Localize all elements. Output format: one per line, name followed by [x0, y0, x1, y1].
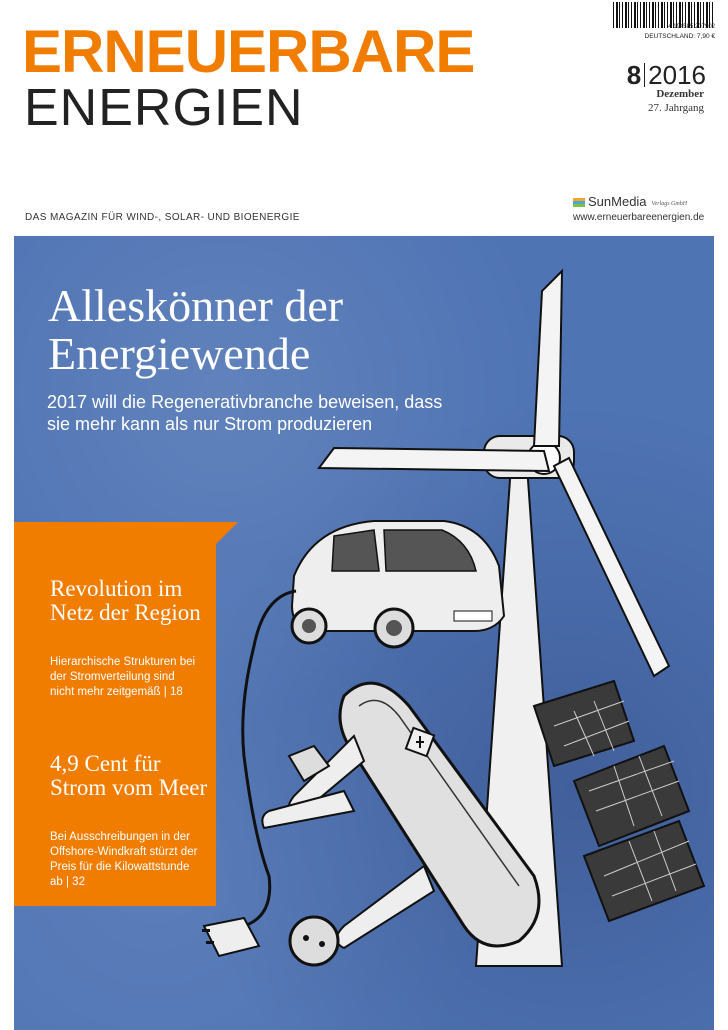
masthead-title-bottom: ENERGIEN: [24, 79, 304, 137]
sunmedia-logo-icon: [573, 198, 585, 207]
teaser-text-1: Hierarchische Strukturen bei der Stromverteilung sind nicht mehr zeitgemäß | 18: [50, 656, 196, 698]
masthead-title-top: ERNEUERBARE: [22, 18, 475, 85]
turbine-blade-icon: [554, 458, 669, 676]
turbine-blade-icon: [319, 448, 549, 471]
knife-tool-icon: [337, 866, 435, 948]
issue-num: 8: [626, 60, 642, 90]
price-label: DEUTSCHLAND: 7,90 €: [644, 33, 715, 40]
issue-year: 2016: [648, 60, 706, 90]
issue-separator: [644, 63, 645, 87]
tagline: DAS MAGAZIN FÜR WIND-, SOLAR- UND BIOENERGIE: [25, 212, 300, 223]
teaser-text-2: Bei Ausschreibungen in der Offshore-Windkraft stürzt der Preis für die Kilowattstunde ab | 32: [50, 831, 198, 888]
website-url: www.erneuerbareenergien.de: [573, 212, 705, 223]
turbine-blade-icon: [534, 271, 562, 446]
solar-panel-icon: [534, 681, 704, 921]
issue-volume: 27. Jahrgang: [647, 102, 704, 114]
publisher-sub: Verlags GmbH: [651, 201, 688, 207]
publisher-name: SunMedia: [588, 194, 647, 209]
publisher-logo: [573, 194, 687, 209]
teaser-title-1: Revolution im Netz der Region: [50, 576, 201, 625]
issue-month: Dezember: [656, 88, 704, 100]
cover-subhead: 2017 will die Regenerativbranche beweisen, dass sie mehr kann als nur Strom produzieren: [47, 392, 443, 434]
barcode-number: 4 194585 207902: [668, 24, 715, 30]
cover-headline: [48, 282, 343, 378]
headline-line-2: Energiewende: [48, 328, 311, 379]
charging-cable-icon: [243, 591, 296, 926]
electric-car-icon: [292, 521, 504, 647]
issue-number: [627, 60, 706, 91]
teaser-title-2: 4,9 Cent für Strom vom Meer: [50, 751, 208, 800]
socket-icon: [290, 917, 338, 965]
cover-illustration: [14, 236, 714, 1030]
teaser-box: [14, 522, 216, 906]
headline-line-1: Alleskönner der: [48, 280, 344, 331]
